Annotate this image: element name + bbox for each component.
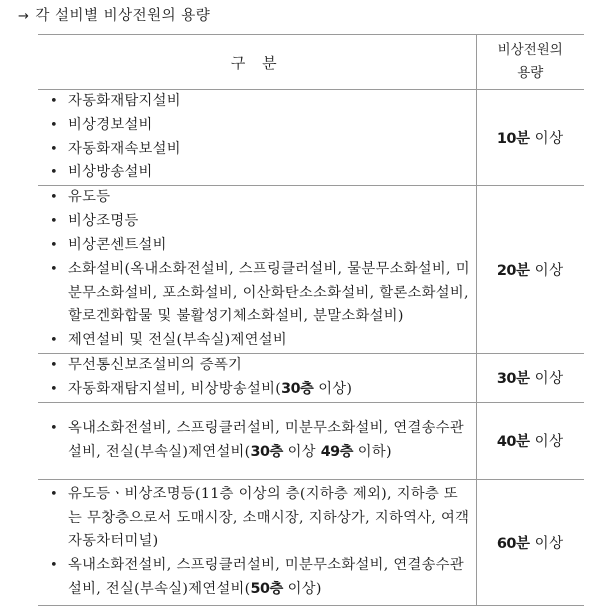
- table-row: [38, 402, 584, 479]
- list-item: • 유도등ㆍ비상조명등(11층 이상의 층(지하층 제외), 지하층 또는 무창층으로서 도매시장, 소매시장, 지하상가, 지하역사, 여객자동차터미널): [50, 483, 472, 554]
- list-item: • 소화설비(옥내소화전설비, 스프링클러설비, 물분무소화설비, 미분무소화설비, 포소화설비, 이산화탄소소화설비, 할론소화설비, 할로겐화합물 및 불활성기체소화설비, 분말소화설비): [50, 258, 472, 329]
- arrow-right-icon: →: [18, 9, 30, 24]
- table-header-row: [38, 35, 584, 90]
- capacity-cell: [476, 354, 584, 403]
- header-capacity-line1: 비상전원의: [497, 42, 563, 58]
- header-category: 구 분: [38, 35, 476, 90]
- equipment-list: [50, 483, 472, 602]
- floor-count: 30층: [281, 380, 314, 397]
- list-item: • 제연설비 및 전실(부속실)제연설비: [50, 329, 472, 353]
- equipment-list: [50, 417, 472, 465]
- equipment-cell: [38, 354, 476, 403]
- capacity-cell: [476, 186, 584, 354]
- table-row: [38, 479, 584, 605]
- capacity-suffix: 이상: [529, 434, 564, 451]
- capacity-minutes: 10분: [496, 131, 530, 148]
- capacity-suffix: 이상: [529, 131, 564, 148]
- capacity-minutes: 20분: [496, 263, 530, 280]
- table-row: [38, 90, 584, 186]
- table-row: [38, 186, 584, 354]
- capacity-minutes: 40분: [496, 434, 530, 451]
- list-item: • 자동화재속보설비: [50, 138, 472, 162]
- list-item: • 자동화재탐지설비: [50, 90, 472, 114]
- floor-count: 49층: [320, 443, 353, 460]
- equipment-cell: [38, 402, 476, 479]
- list-item: • 비상방송설비: [50, 161, 472, 185]
- section-title: 각 설비별 비상전원의 용량: [35, 8, 211, 24]
- list-item: • 옥내소화전설비, 스프링클러설비, 미분무소화설비, 연결송수관설비, 전실(부속실)제연설비(50층 이상): [50, 554, 472, 602]
- section-heading: [18, 4, 210, 25]
- list-item: • 비상콘센트설비: [50, 234, 472, 258]
- list-item: • 자동화재탐지설비, 비상방송설비(30층 이상): [50, 378, 472, 402]
- capacity-cell: [476, 402, 584, 479]
- list-item: • 비상경보설비: [50, 114, 472, 138]
- list-item: • 옥내소화전설비, 스프링클러설비, 미분무소화설비, 연결송수관설비, 전실(부속실)제연설비(30층 이상 49층 이하): [50, 417, 472, 465]
- equipment-cell: [38, 479, 476, 605]
- equipment-cell: [38, 186, 476, 354]
- capacity-suffix: 이상: [529, 371, 564, 388]
- list-item: • 무선통신보조설비의 증폭기: [50, 354, 472, 378]
- capacity-suffix: 이상: [529, 535, 564, 552]
- floor-count: 30층: [250, 443, 283, 460]
- header-capacity-line2: 용량: [517, 65, 544, 81]
- equipment-cell: [38, 90, 476, 186]
- equipment-list: [50, 354, 472, 402]
- emergency-power-capacity-table: [38, 34, 584, 606]
- capacity-cell: [476, 90, 584, 186]
- table-row: [38, 354, 584, 403]
- equipment-list: [50, 90, 472, 185]
- list-item: • 유도등: [50, 186, 472, 210]
- equipment-list: [50, 186, 472, 353]
- capacity-cell: [476, 479, 584, 605]
- capacity-minutes: 60분: [496, 535, 530, 552]
- floor-count: 50층: [250, 580, 283, 597]
- capacity-suffix: 이상: [529, 263, 564, 280]
- header-capacity: [476, 35, 584, 90]
- capacity-minutes: 30분: [496, 371, 530, 388]
- list-item: • 비상조명등: [50, 210, 472, 234]
